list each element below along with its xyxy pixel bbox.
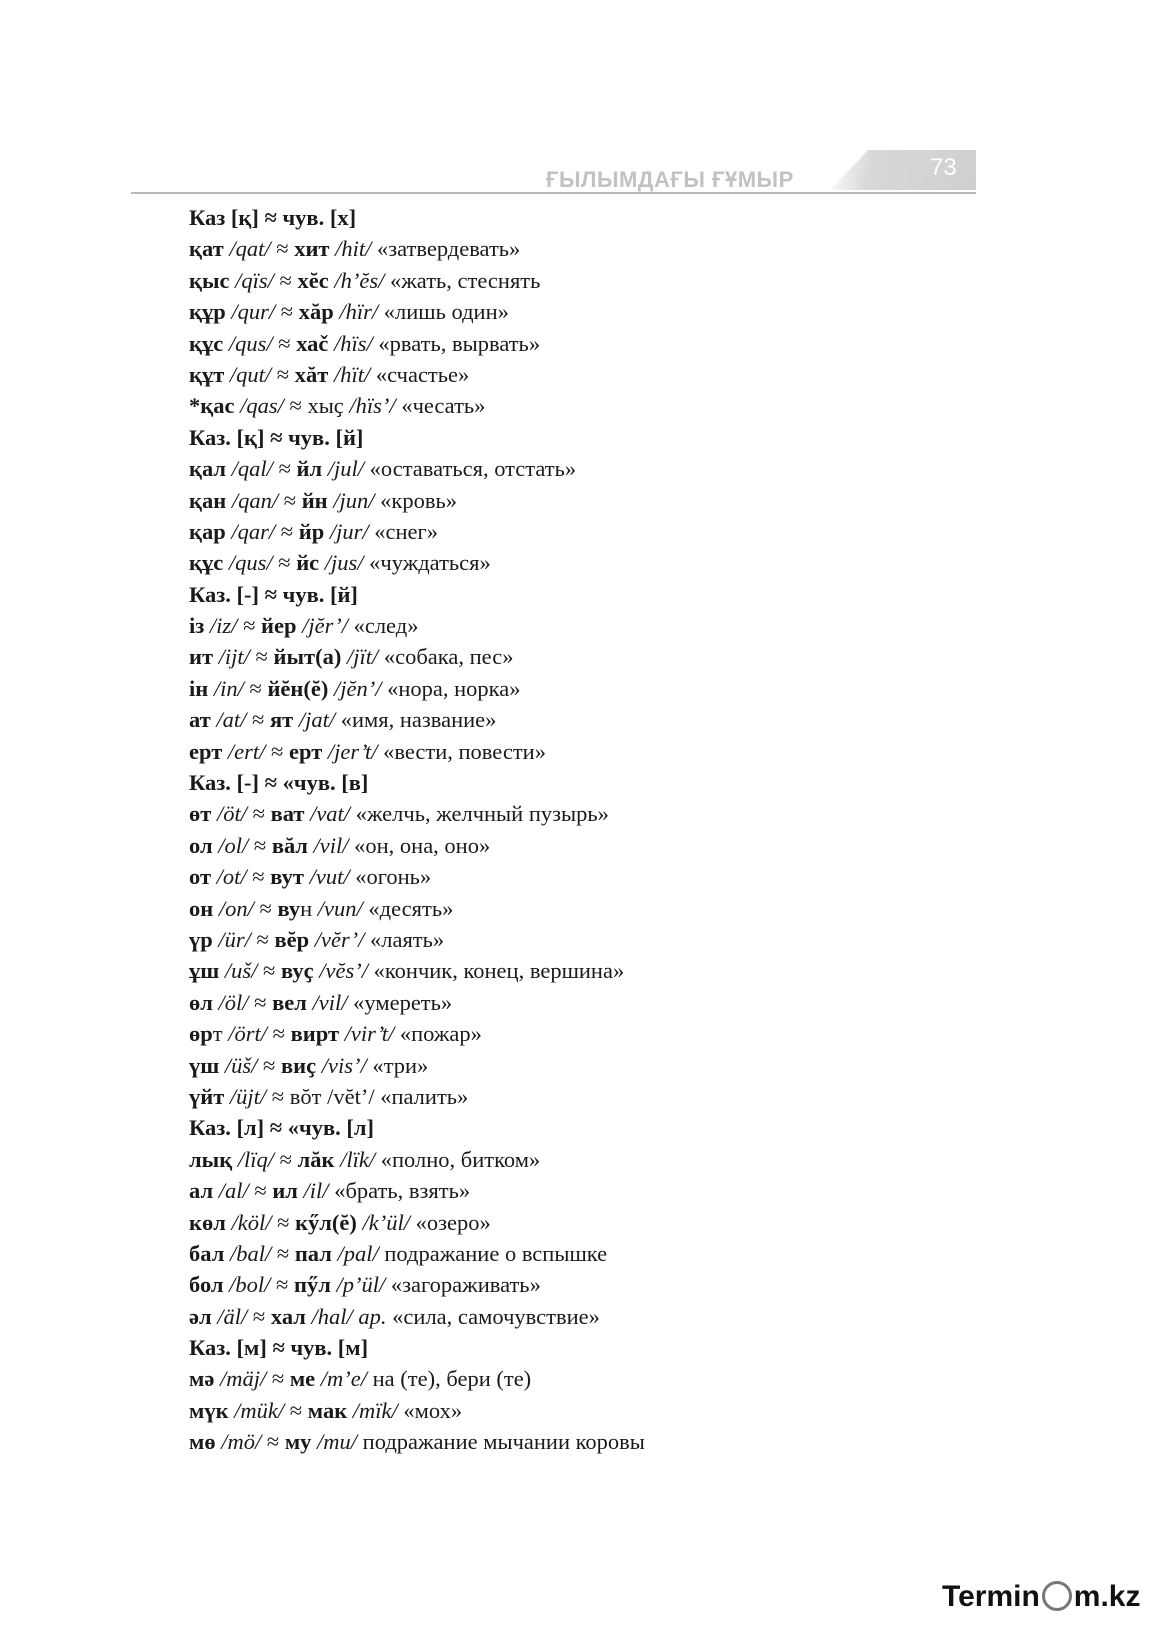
entry-transcription: /vis’/ [321, 1052, 367, 1078]
entry-headword: қыс [189, 267, 230, 293]
watermark-logo [942, 1580, 1141, 1614]
entry-headword: хаč [296, 330, 329, 356]
entry-headword: Каз [қ] ≈ чув. [х] [189, 205, 357, 230]
entry-text: «умереть» [347, 989, 453, 1015]
entry-line [189, 453, 989, 484]
entry-headword: ву [277, 895, 301, 921]
entry-headword: ит [189, 644, 214, 670]
entry-headword: мак [307, 1397, 348, 1423]
entry-transcription: /vat/ [310, 801, 351, 827]
entry-line [189, 390, 989, 421]
entry-transcription: /mïk/ [352, 1397, 398, 1423]
entry-transcription: /on/ [218, 895, 254, 921]
page-number: 73 [930, 154, 957, 181]
entry-text: ≈ хыҫ [283, 393, 350, 419]
entry-headword: ме [289, 1366, 316, 1392]
entry-transcription: /mu/ [317, 1429, 358, 1455]
entry-headword: виҫ [281, 1052, 317, 1078]
entry-text: ≈ [249, 644, 274, 670]
entry-headword: мүк [189, 1397, 229, 1423]
entry-line [189, 1395, 989, 1426]
dictionary-body [189, 202, 989, 1458]
header-rule [131, 192, 976, 194]
entry-text: ≈ [272, 456, 297, 482]
entry-transcription: /qan/ [231, 487, 279, 513]
entry-line [189, 830, 989, 861]
entry-transcription: /pal/ [337, 1240, 379, 1266]
entry-headword: ол [189, 832, 213, 858]
entry-text: «загораживать» [385, 1272, 541, 1298]
entry-line [189, 233, 989, 264]
entry-headword: құт [189, 361, 225, 387]
entry-text: «сила, самочувствие» [386, 1303, 600, 1329]
entry-transcription: /qat/ [229, 236, 271, 262]
entry-text: ≈ [261, 1429, 285, 1455]
entry-transcription: /jït/ [346, 644, 379, 670]
entry-transcription: /vĕs’/ [319, 958, 368, 984]
entry-text: ≈ [271, 1209, 296, 1235]
entry-text: ≈ [265, 738, 289, 764]
entry-headword: йĕн(ĕ) [267, 675, 329, 701]
watermark-text-prefix: Termin [942, 1580, 1040, 1613]
entry-headword: йс [296, 550, 320, 576]
entry-text: ≈ [278, 487, 302, 513]
entry-transcription: /jat/ [298, 707, 336, 733]
entry-headword: ил [272, 1178, 298, 1204]
entry-headword: вел [272, 989, 307, 1015]
entry-headword: өл [189, 989, 213, 1015]
entry-transcription: /qal/ [231, 456, 273, 482]
entry-headword: үш [189, 1052, 220, 1078]
entry-line [189, 1301, 989, 1332]
entry-text: ≈ [246, 864, 271, 890]
entry-transcription: /vil/ [312, 989, 348, 1015]
entry-text: ≈ [246, 801, 271, 827]
entry-text: «кончик, конец, вершина» [367, 958, 625, 984]
entry-text: «вести, повести» [377, 738, 546, 764]
entry-headword: қат [189, 236, 224, 262]
entry-transcription: /qas/ [240, 393, 284, 419]
entry-transcription: /üjt/ [229, 1083, 267, 1109]
entry-headword: өт [189, 801, 212, 827]
entry-line [189, 1363, 989, 1394]
entry-line [189, 1269, 989, 1300]
entry-text: «огонь» [349, 864, 432, 890]
entry-line [189, 1238, 989, 1269]
entry-transcription: /mäj/ [219, 1366, 267, 1392]
entry-text: ≈ [253, 895, 278, 921]
entry-line [189, 861, 989, 892]
watermark-text-suffix: m.kz [1073, 1580, 1141, 1613]
entry-text: «чесать» [395, 393, 486, 419]
entry-text: ≈ [248, 1178, 273, 1204]
entry-headword: ін [189, 675, 209, 701]
entry-text: ≈ [270, 1272, 295, 1298]
entry-text: подражание о вспышке [378, 1240, 608, 1266]
entry-line [189, 1112, 989, 1143]
entry-transcription: /lïk/ [340, 1146, 376, 1172]
entry-headword: әл [189, 1303, 212, 1329]
entry-line [189, 610, 989, 641]
entry-line [189, 579, 989, 610]
entry-headword: хит [294, 236, 330, 262]
entry-headword: он [189, 895, 214, 921]
entry-text: ≈ [248, 832, 272, 858]
entry-headword: йыт(а) [273, 644, 342, 670]
entry-transcription: /hït/ [333, 361, 371, 387]
entry-text: ≈ [272, 330, 297, 356]
entry-text: «лишь один» [378, 299, 509, 325]
entry-headword: бол [189, 1272, 224, 1298]
entry-text: ≈ [275, 518, 299, 544]
entry-transcription: /äl/ [217, 1303, 248, 1329]
entry-headword: вăл [271, 832, 308, 858]
entry-headword: қан [189, 487, 227, 513]
entry-text: ≈ [266, 1366, 290, 1392]
entry-transcription: /ot/ [216, 864, 247, 890]
entry-headword: от [189, 864, 212, 890]
entry-line [189, 1050, 989, 1081]
entry-text: ≈ [257, 1052, 281, 1078]
entry-line [189, 1018, 989, 1049]
entry-transcription: /al/ [218, 1178, 249, 1204]
entry-transcription: /vĕr’/ [314, 926, 365, 952]
entry-headword: Каз. [л] ≈ «чув. [л] [189, 1115, 374, 1141]
entry-headword: ат [189, 707, 211, 733]
entry-line [189, 1426, 989, 1457]
entry-text: ≈ [243, 675, 268, 701]
entry-transcription: /bal/ [229, 1240, 272, 1266]
entry-text: «жать, стеснять [384, 267, 541, 293]
entry-transcription: /ört/ [228, 1021, 267, 1047]
entry-transcription: /h’ĕs/ [334, 267, 385, 293]
entry-headword: хĕс [297, 267, 329, 293]
entry-headword: вуҫ [281, 958, 314, 984]
entry-transcription: /lïq/ [237, 1146, 275, 1172]
entry-headword: пал [294, 1240, 332, 1266]
entry-text: ≈ [271, 361, 295, 387]
entry-headword: вут [270, 864, 304, 890]
entry-transcription: /vut/ [309, 864, 350, 890]
entry-transcription: /uš/ [224, 958, 258, 984]
entry-line [189, 955, 989, 986]
entry-headword: Каз. [-] ≈ чув. [й] [189, 581, 358, 607]
entry-transcription: /ert/ [227, 738, 266, 764]
entry-headword: йр [298, 518, 325, 544]
entry-transcription: /in/ [213, 675, 244, 701]
entry-transcription: /qur/ [231, 299, 276, 325]
entry-headword: ерт [189, 738, 223, 764]
entry-text: «оставаться, отстать» [364, 456, 577, 482]
entry-transcription: /jer’t/ [327, 738, 378, 764]
entry-text: ≈ [250, 926, 275, 952]
entry-text: «собака, пес» [378, 644, 514, 670]
entry-line [189, 485, 989, 516]
entry-transcription: /jus/ [324, 550, 364, 576]
entry-headword: құс [189, 550, 224, 576]
entry-transcription: /qus/ [228, 550, 273, 576]
entry-transcription: /qut/ [229, 361, 272, 387]
entry-headword: көл [189, 1209, 226, 1235]
entry-headword: ят [269, 707, 294, 733]
entry-headword: *қас [189, 393, 235, 419]
entry-text: ≈ [257, 958, 281, 984]
entry-headword: құр [189, 299, 226, 325]
entry-transcription: /üš/ [224, 1052, 258, 1078]
entry-text: подражание мычании коровы [357, 1429, 645, 1455]
entry-text: «рвать, вырвать» [372, 330, 541, 356]
entry-text: «озеро» [410, 1209, 491, 1235]
entry-text: ≈ [275, 299, 299, 325]
entry-transcription: /qar/ [231, 518, 276, 544]
entry-text: т [212, 1021, 229, 1047]
entry-transcription: /jĕr’/ [302, 613, 348, 639]
entry-headword: үр [189, 926, 213, 952]
entry-headword: із [189, 613, 205, 639]
entry-line [189, 1332, 989, 1363]
entry-text: «брать, взять» [328, 1178, 471, 1204]
entry-text: «он, она, оно» [348, 832, 491, 858]
entry-line [189, 1081, 989, 1112]
entry-text: ≈ [271, 1240, 295, 1266]
entry-headword: йл [296, 456, 323, 482]
entry-transcription: /öl/ [218, 989, 249, 1015]
entry-headword: хăт [294, 361, 329, 387]
entry-text: ≈ [247, 1303, 271, 1329]
entry-transcription: /hit/ [335, 236, 372, 262]
entry-headword: лăк [297, 1146, 335, 1172]
entry-transcription: /jul/ [327, 456, 365, 482]
entry-text: «пожар» [394, 1021, 482, 1047]
entry-transcription: /bol/ [229, 1272, 271, 1298]
entry-transcription: /mük/ [234, 1397, 285, 1423]
entry-line [189, 704, 989, 735]
entry-transcription: /köl/ [231, 1209, 272, 1235]
entry-headword: өр [189, 1021, 213, 1047]
entry-line [189, 202, 989, 233]
entry-headword: хăр [298, 299, 334, 325]
entry-headword: құс [189, 330, 224, 356]
entry-text: «мох» [397, 1397, 463, 1423]
entry-text: ≈ [272, 550, 297, 576]
entry-line [189, 422, 989, 453]
entry-text: «кровь» [374, 487, 457, 513]
entry-transcription: /m’e/ [320, 1366, 367, 1392]
entry-headword: қар [189, 518, 226, 544]
entry-transcription: /k’ül/ [362, 1209, 410, 1235]
entry-transcription: /öt/ [216, 801, 247, 827]
entry-headword: қал [189, 456, 227, 482]
entry-text: ≈ [237, 613, 262, 639]
entry-headword: Каз. [қ] ≈ чув. [й] [189, 424, 364, 450]
entry-line [189, 767, 989, 798]
entry-transcription: /hïs’/ [349, 393, 396, 419]
entry-transcription: /vun/ [317, 895, 363, 921]
entry-text: ≈ [246, 707, 270, 733]
entry-headword: мә [189, 1366, 215, 1392]
entry-line [189, 641, 989, 672]
entry-transcription: /ür/ [218, 926, 251, 952]
entry-text: «десять» [362, 895, 454, 921]
entry-transcription: /ijt/ [218, 644, 250, 670]
entry-text: ≈ [248, 989, 273, 1015]
entry-text: «полно, битком» [375, 1146, 541, 1172]
entry-headword: лық [189, 1146, 233, 1172]
entry-transcription: /ol/ [218, 832, 249, 858]
entry-text: «имя, название» [335, 707, 497, 733]
entry-transcription: /mö/ [221, 1429, 262, 1455]
entry-line [189, 547, 989, 578]
entry-line [189, 1207, 989, 1238]
entry-line [189, 673, 989, 704]
entry-transcription: /hïr/ [339, 299, 379, 325]
entry-line [189, 987, 989, 1018]
entry-headword: бал [189, 1240, 225, 1266]
entry-transcription: /vir’t/ [344, 1021, 395, 1047]
entry-headword: Каз. [м] ≈ чув. [м] [189, 1335, 369, 1361]
entry-headword: ал [189, 1178, 214, 1204]
entry-line [189, 265, 989, 296]
entry-transcription: /jun/ [333, 487, 375, 513]
entry-text: «три» [366, 1052, 429, 1078]
entry-text: ≈ [267, 1021, 291, 1047]
entry-text: «лаять» [364, 926, 445, 952]
entry-line [189, 296, 989, 327]
entry-headword: ерт [289, 738, 323, 764]
entry-headword: ват [270, 801, 305, 827]
entry-transcription: /iz/ [209, 613, 238, 639]
entry-transcription: /qïs/ [235, 267, 274, 293]
entry-text: «затвердевать» [371, 236, 521, 262]
entry-line [189, 359, 989, 390]
entry-text: «снег» [368, 518, 438, 544]
entry-headword: вĕр [274, 926, 310, 952]
entry-line [189, 1144, 989, 1175]
entry-text: ≈ [273, 267, 298, 293]
entry-headword: йер [261, 613, 297, 639]
entry-transcription: /il/ [303, 1178, 329, 1204]
entry-line [189, 328, 989, 359]
entry-text: на (те), бери (те) [366, 1366, 532, 1392]
entry-headword: ұш [189, 958, 220, 984]
entry-line [189, 893, 989, 924]
entry-transcription: /p’ül/ [336, 1272, 386, 1298]
entry-headword: хал [270, 1303, 306, 1329]
entry-text: ≈ [270, 236, 295, 262]
entry-transcription: /at/ [216, 707, 247, 733]
entry-text: «чуждаться» [363, 550, 491, 576]
entry-headword: му [284, 1429, 312, 1455]
entry-transcription: /qus/ [228, 330, 273, 356]
entry-text: ≈ вŏт /vĕt’/ «палить» [266, 1083, 469, 1109]
entry-headword: пӳл [294, 1272, 331, 1298]
entry-headword: Каз. [-] ≈ «чув. [в] [189, 770, 369, 796]
entry-line [189, 798, 989, 829]
entry-text: ≈ [284, 1397, 308, 1423]
entry-line [189, 516, 989, 547]
entry-line [189, 736, 989, 767]
entry-text: ≈ [274, 1146, 298, 1172]
entry-transcription: /hal/ ар. [311, 1303, 387, 1329]
entry-text: «счастье» [370, 361, 470, 387]
entry-text: «нора, норка» [381, 675, 521, 701]
entry-text: «желчь, желчный пузырь» [350, 801, 609, 827]
entry-text: «след» [347, 613, 419, 639]
entry-transcription: /jur/ [329, 518, 369, 544]
running-header-title: ҒЫЛЫМДАҒЫ ҒҰМЫР [546, 167, 794, 192]
entry-headword: мө [189, 1429, 216, 1455]
entry-headword: йн [301, 487, 328, 513]
entry-headword: үйт [189, 1083, 225, 1109]
entry-transcription: /vil/ [313, 832, 349, 858]
entry-headword: кӳл(ĕ) [295, 1209, 357, 1235]
entry-text: н [300, 895, 318, 921]
entry-headword: вирт [290, 1021, 339, 1047]
magnifier-icon [1042, 1581, 1072, 1611]
entry-line [189, 924, 989, 955]
entry-transcription: /hïs/ [334, 330, 373, 356]
entry-line [189, 1175, 989, 1206]
entry-transcription: /jĕn’/ [333, 675, 382, 701]
